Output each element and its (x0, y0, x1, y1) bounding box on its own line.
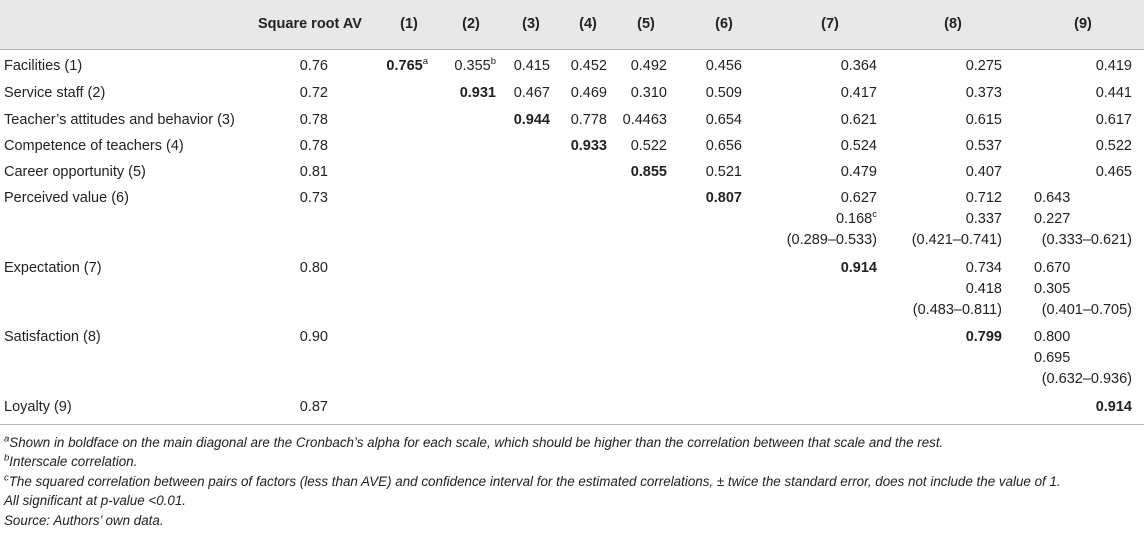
footnote-marker: c (4, 472, 9, 484)
table-footnotes (4, 433, 1140, 530)
cell-value: 0.479 (840, 164, 877, 180)
header-col-7: (7) (821, 16, 839, 32)
cell-value: 0.521 (705, 164, 742, 180)
cell-value: 0.465 (1095, 164, 1132, 180)
cell-value: 0.492 (630, 58, 667, 74)
cell-value: 0.524 (840, 138, 877, 154)
sqrt-av-value: 0.81 (299, 164, 328, 180)
sqrt-av-value: 0.78 (299, 138, 328, 154)
row-label: Loyalty (9) (4, 399, 72, 415)
cell-value: 0.415 (513, 58, 550, 74)
cell-value: 0.615 (965, 112, 1002, 128)
footnote-marker: a (4, 433, 10, 445)
header-col-6: (6) (715, 16, 733, 32)
diagonal-alpha-value: 0.765$^a$ (386, 56, 428, 74)
footnote (4, 452, 1140, 471)
cell-value: 0.355$^b$ (454, 56, 496, 74)
cell-value: 0.337 (965, 211, 1002, 227)
header-col-5: (5) (637, 16, 655, 32)
sqrt-av-value: 0.90 (299, 329, 328, 345)
cell-value: 0.712 (965, 190, 1002, 206)
header-col-1: (1) (400, 16, 418, 32)
footnote-marker: b (490, 56, 496, 68)
cell-value: (0.401–0.705) (1041, 302, 1132, 318)
footnote-text: Shown in boldface on the main diagonal are the Cronbach’s alpha for each scale, which should be higher than the correlation between that scale and the rest. (9, 435, 944, 450)
diagonal-alpha-value: 0.931 (459, 85, 496, 101)
footnote-text: The squared correlation between pairs of factors (less than AVE) and confidence interval for the estimated correlations, ± twice the standard error, does not include the value of 1. (8, 473, 1061, 489)
sqrt-av-value: 0.76 (299, 58, 328, 74)
cell-value: 0.537 (965, 138, 1002, 154)
diagonal-alpha-value: 0.944 (513, 112, 550, 128)
row-label: Facilities (1) (4, 58, 83, 74)
footnote-text: All significant at p-value <0.01. (4, 493, 186, 509)
footnote (4, 433, 1140, 452)
cell-value: 0.227 (1034, 211, 1071, 227)
cell-value: 0.417 (840, 85, 877, 101)
cell-value: 0.627 (840, 190, 877, 206)
footnote (4, 472, 1140, 491)
diagonal-alpha-value: 0.914 (840, 260, 877, 276)
cell-value: 0.800 (1034, 329, 1071, 345)
cell-value: 0.734 (965, 260, 1002, 276)
cell-value: (0.421–0.741) (911, 232, 1002, 248)
cell-value: 0.656 (705, 138, 742, 154)
cell-value: 0.419 (1095, 58, 1132, 74)
footnote-text: Interscale correlation. (9, 454, 138, 470)
cell-value: 0.522 (1095, 138, 1132, 154)
sqrt-av-value: 0.73 (299, 190, 328, 206)
cell-value: (0.483–0.811) (912, 302, 1002, 318)
header-sqrt-av: Square root AV (258, 16, 362, 32)
diagonal-alpha-value: 0.933 (570, 138, 607, 154)
cell-value: 0.621 (840, 112, 877, 128)
cell-value: 0.643 (1034, 190, 1071, 206)
row-label: Expectation (7) (4, 260, 102, 276)
cell-value: 0.469 (570, 85, 607, 101)
row-label: Career opportunity (5) (4, 164, 146, 180)
cell-value: 0.310 (630, 85, 667, 101)
header-col-9: (9) (1074, 16, 1092, 32)
header-col-3: (3) (522, 16, 540, 32)
row-label: Satisfaction (8) (4, 329, 101, 345)
diagonal-alpha-value: 0.855 (630, 164, 667, 180)
diagonal-alpha-value: 0.799 (965, 329, 1002, 345)
cell-value: 0.418 (965, 281, 1002, 297)
header-col-8: (8) (944, 16, 962, 32)
cell-value: 0.441 (1095, 85, 1132, 101)
cell-value: 0.467 (513, 85, 550, 101)
footnote-marker: b (4, 452, 10, 464)
sqrt-av-value: 0.72 (299, 85, 328, 101)
cell-value: (0.632–0.936) (1041, 371, 1132, 387)
footnote (4, 511, 1140, 530)
cell-value: 0.305 (1034, 281, 1071, 297)
cell-value: 0.509 (705, 85, 742, 101)
footnote (4, 491, 1140, 510)
cell-value: 0.456 (705, 58, 742, 74)
header-col-4: (4) (579, 16, 597, 32)
table-bottom-rule (0, 424, 1144, 425)
cell-value: 0.373 (965, 85, 1002, 101)
row-label: Perceived value (6) (4, 190, 129, 206)
cell-value: 0.364 (840, 58, 877, 74)
diagonal-alpha-value: 0.807 (705, 190, 742, 206)
cell-value: 0.452 (570, 58, 607, 74)
row-label: Teacher’s attitudes and behavior (3) (4, 112, 235, 128)
cell-value: 0.275 (965, 58, 1002, 74)
cell-value: 0.654 (705, 112, 742, 128)
cell-value: 0.407 (965, 164, 1002, 180)
cell-value: 0.695 (1034, 350, 1071, 366)
cell-value: (0.333–0.621) (1041, 232, 1132, 248)
cell-value: 0.522 (630, 138, 667, 154)
cell-value: 0.4463 (622, 112, 667, 128)
footnote-marker: a (422, 56, 428, 68)
footnote-marker: c (872, 209, 877, 221)
cell-value: (0.289–0.533) (786, 232, 877, 248)
diagonal-alpha-value: 0.914 (1095, 399, 1132, 415)
row-label: Competence of teachers (4) (4, 138, 184, 154)
row-label: Service staff (2) (4, 85, 106, 101)
footnote-text: Source: Authors’ own data. (4, 512, 164, 528)
cell-value: 0.617 (1095, 112, 1132, 128)
header-col-2: (2) (462, 16, 480, 32)
cell-value: 0.168$^c$ (835, 209, 877, 227)
sqrt-av-value: 0.87 (299, 399, 328, 415)
cell-value: 0.670 (1034, 260, 1071, 276)
sqrt-av-value: 0.80 (299, 260, 328, 276)
sqrt-av-value: 0.78 (299, 112, 328, 128)
cell-value: 0.778 (570, 112, 607, 128)
